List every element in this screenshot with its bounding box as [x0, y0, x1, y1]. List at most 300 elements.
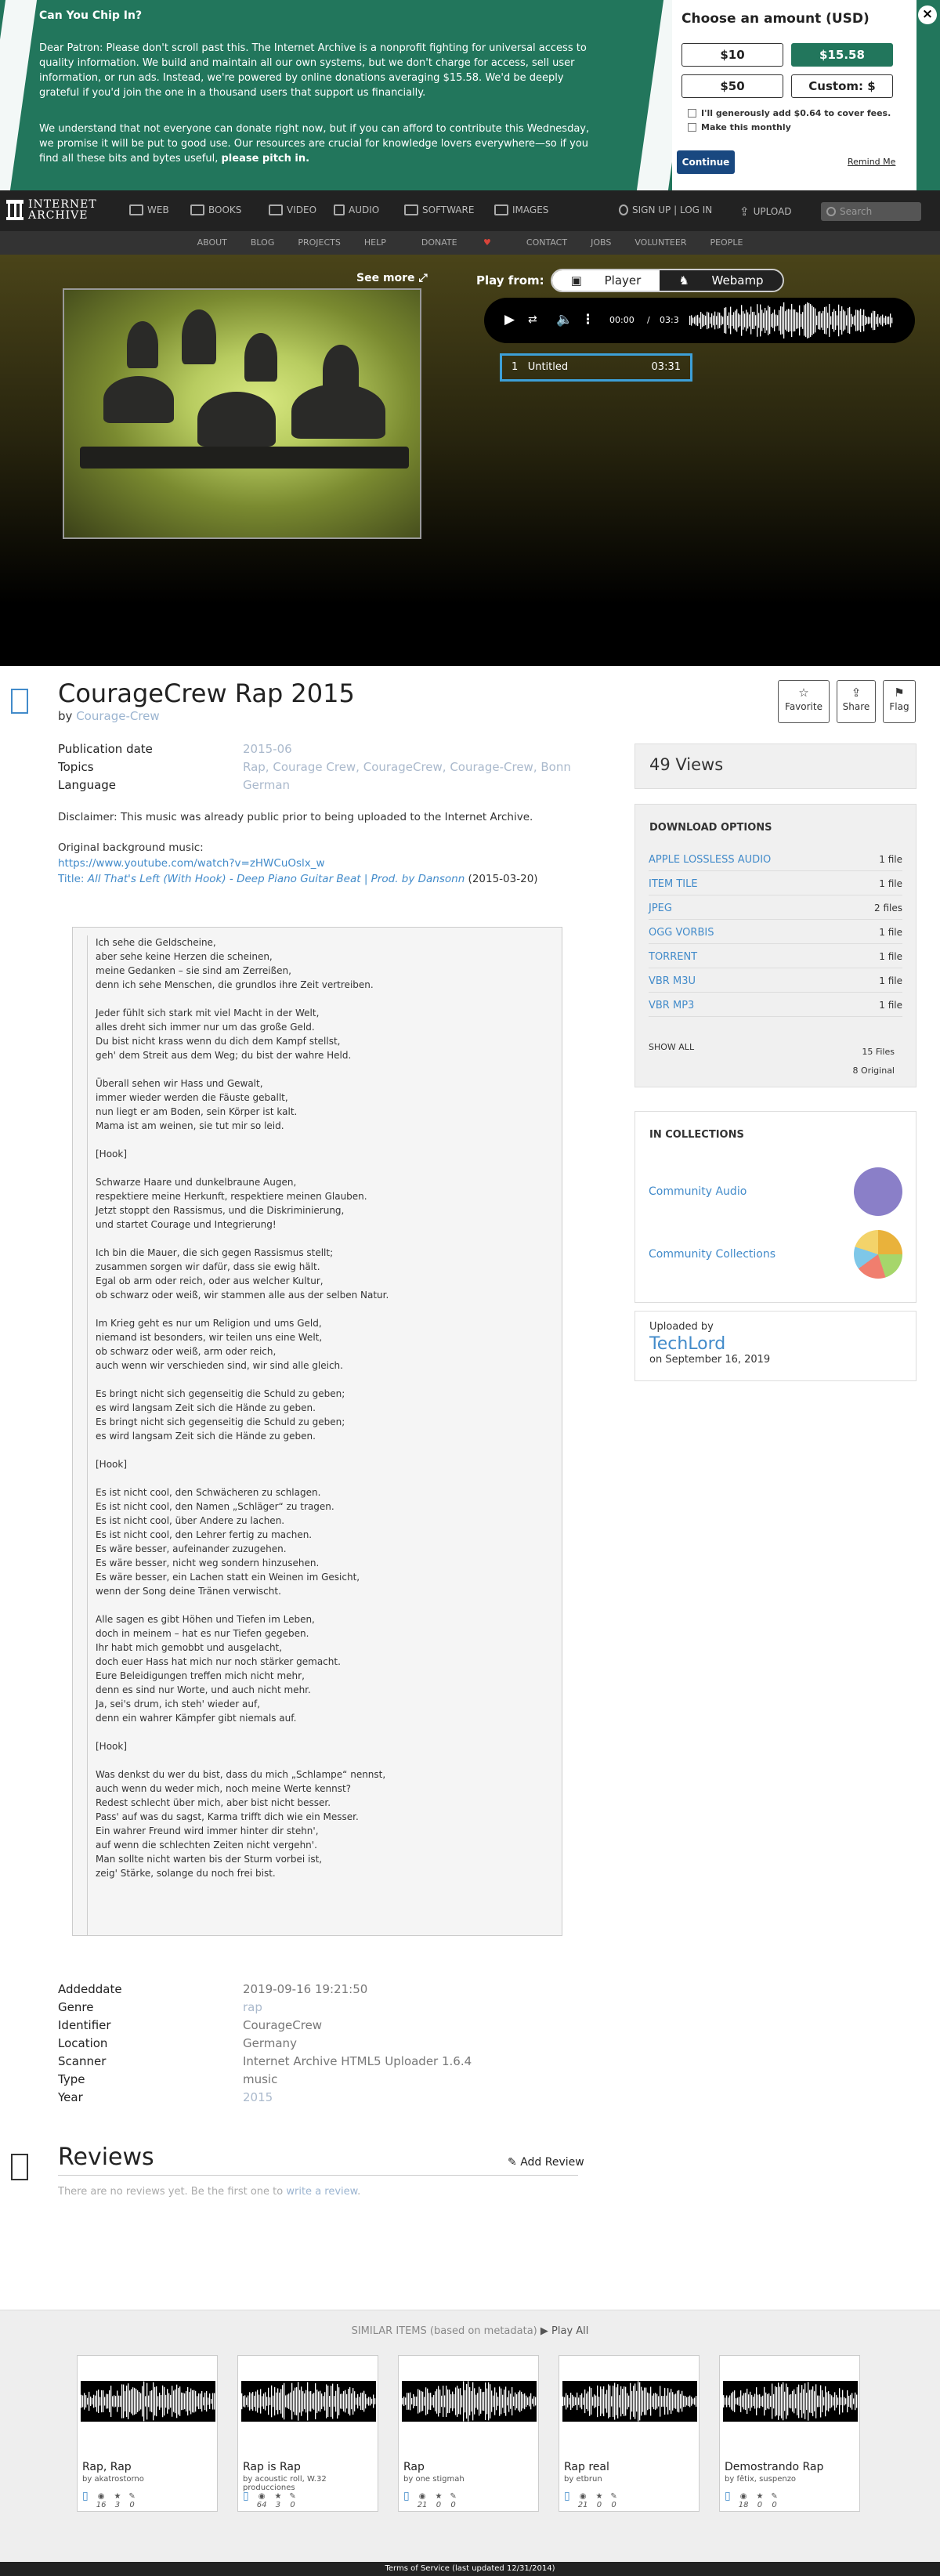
- uploader-link[interactable]: TechLord: [649, 1334, 726, 1354]
- waveform-bar: [835, 311, 836, 330]
- internet-archive-logo[interactable]: [6, 199, 97, 221]
- waveform-bar: [746, 309, 747, 331]
- waveform-bar: [131, 2389, 132, 2413]
- see-more-link[interactable]: [356, 272, 428, 284]
- cover-fees-checkbox[interactable]: [688, 108, 891, 118]
- item-description: [58, 809, 559, 887]
- waveform-bar: [815, 2384, 816, 2418]
- waveform-bar: [887, 317, 888, 324]
- waveform-bar: [153, 2382, 154, 2421]
- waveform-bar: [288, 2393, 289, 2409]
- waveform-bar: [499, 2386, 500, 2415]
- waveform-bar: [121, 2384, 122, 2418]
- download-row[interactable]: [649, 903, 902, 920]
- cover-image[interactable]: [63, 288, 421, 539]
- waveform-bar: [751, 2395, 752, 2408]
- waveform-bar: [491, 2390, 492, 2411]
- waveform-bar: [428, 2393, 429, 2409]
- waveform-bar: [562, 2397, 563, 2406]
- nav-images[interactable]: [494, 204, 548, 215]
- waveform-bar: [830, 317, 831, 325]
- waveform-bar: [323, 2396, 324, 2406]
- subnav-help[interactable]: HELP: [363, 237, 386, 248]
- waveform-bar: [702, 313, 703, 327]
- waveform-bar: [315, 2383, 316, 2419]
- waveform-thumbnail: [562, 2381, 697, 2422]
- waveform-bar: [750, 306, 751, 334]
- books-icon: [190, 204, 204, 215]
- waveform-bar: [455, 2387, 456, 2415]
- waveform-bar: [790, 2394, 791, 2408]
- similar-item-title: Rap: [403, 2461, 425, 2473]
- waveform-bar: [532, 2399, 533, 2404]
- waveform-bar: [631, 2391, 632, 2411]
- waveform-bar: [851, 2393, 852, 2409]
- waveform-bar: [666, 2396, 667, 2408]
- waveform-bar: [282, 2385, 283, 2418]
- favorite-count: 3: [275, 2501, 281, 2509]
- nav-web[interactable]: [129, 204, 169, 215]
- favorites-icon: ★: [274, 2492, 282, 2501]
- waveform-bar: [522, 2394, 523, 2408]
- waveform-bar: [829, 304, 830, 337]
- waveform-bar: [572, 2395, 573, 2408]
- view-count: 64: [256, 2501, 267, 2509]
- cover-fees-label: I'll generously add $0.64 to cover fees.: [701, 108, 891, 118]
- waveform-bar: [825, 2386, 826, 2416]
- metadata-row: [58, 2000, 262, 2014]
- collection-item[interactable]: [649, 1167, 902, 1216]
- waveform-bar: [145, 2396, 146, 2406]
- waveform-bar: [800, 2393, 801, 2410]
- waveform-bar: [87, 2398, 88, 2405]
- waveform-bar: [211, 2399, 212, 2404]
- waveform-bar: [510, 2393, 511, 2408]
- waveform-bar: [821, 313, 822, 328]
- download-row[interactable]: [649, 975, 902, 993]
- waveform-bar: [335, 2391, 336, 2412]
- waveform-bar: [249, 2392, 250, 2410]
- waveform-bar: [805, 304, 806, 337]
- waveform-bar: [433, 2395, 434, 2408]
- waveform-bar: [647, 2393, 648, 2411]
- waveform-bar: [312, 2394, 313, 2409]
- similar-item-card[interactable]: [559, 2355, 700, 2512]
- waveform-bar: [482, 2392, 483, 2411]
- download-format-link[interactable]: VBR M3U: [649, 975, 696, 987]
- top-navigation: [0, 190, 940, 231]
- waveform-bar: [290, 2393, 291, 2411]
- reviews-icon: ✎: [450, 2492, 457, 2501]
- collection-link[interactable]: Community Audio: [649, 1185, 747, 1198]
- similar-item-card[interactable]: [719, 2355, 860, 2512]
- waveform-bar: [486, 2389, 487, 2415]
- waveform-bar: [809, 2390, 810, 2413]
- waveform-bar: [157, 2396, 158, 2406]
- similar-item-title: Rap real: [564, 2461, 609, 2473]
- waveform-bar: [165, 2395, 166, 2408]
- music-note-icon: ▣: [570, 273, 582, 288]
- similar-item-card[interactable]: [237, 2355, 378, 2512]
- files-total: 15 Files: [862, 1047, 895, 1057]
- similar-item-stats: [403, 2492, 535, 2509]
- subnav-people[interactable]: PEOPLE: [710, 237, 743, 248]
- review-count: 0: [129, 2501, 135, 2509]
- play-from-selector: [476, 269, 784, 292]
- download-row[interactable]: [649, 951, 902, 968]
- waveform-bar: [360, 2393, 361, 2410]
- similar-item-creator: by one stigmah: [403, 2475, 465, 2484]
- repeat-icon[interactable]: ⇄: [528, 313, 537, 326]
- waveform-bar: [614, 2382, 615, 2419]
- web-icon: [129, 204, 143, 215]
- similar-item-creator: by fêtix, suspenzo: [725, 2475, 797, 2484]
- metadata-value: CourageCrew: [243, 2018, 323, 2032]
- write-review-link[interactable]: write a review: [286, 2186, 358, 2198]
- metadata-row: [58, 2072, 277, 2086]
- waveform-bar: [650, 2387, 651, 2416]
- menu-dots-icon[interactable]: ⋮: [581, 312, 595, 327]
- subnav-contact[interactable]: CONTACT: [526, 237, 568, 248]
- waveform-bar: [806, 2393, 807, 2410]
- waveform-bar: [803, 2389, 804, 2413]
- waveform-bar: [413, 2394, 414, 2408]
- metadata-value: Internet Archive HTML5 Uploader 1.6.4: [243, 2054, 472, 2068]
- waveform-bar: [727, 316, 728, 325]
- add-review-button[interactable]: [508, 2156, 584, 2169]
- lyrics-stanza: Ich bin die Mauer, die sich gegen Rassismus stellt; zusammen sorgen wir dafür, dass sie ewig hält. Egal ob arm oder reich, oder aus welcher Kultur, ob schwarz oder weiß, wir stammen alle aus der selben Natur.: [96, 1247, 389, 1301]
- waveform-bar: [658, 2396, 659, 2406]
- play-icon[interactable]: ▶: [504, 312, 515, 327]
- views-icon: ◉: [418, 2492, 426, 2501]
- waveform-bar: [655, 2393, 656, 2410]
- subnav-donate[interactable]: [398, 231, 515, 255]
- nav-video[interactable]: [269, 204, 316, 215]
- waveform-bar: [209, 2393, 210, 2409]
- waveform-thumbnail: [241, 2381, 376, 2422]
- subnav-projects[interactable]: PROJECTS: [298, 237, 341, 248]
- waveform-bar: [700, 312, 701, 329]
- waveform-bar: [722, 317, 723, 324]
- metadata-row: [58, 778, 290, 792]
- sub-navigation: [0, 231, 940, 255]
- community-audio-icon: [854, 1167, 902, 1216]
- waveform-bar: [508, 2390, 509, 2411]
- waveform-bar: [874, 311, 875, 330]
- flag-button[interactable]: [883, 680, 916, 723]
- nav-label: AUDIO: [349, 204, 380, 215]
- waveform-bar: [340, 2394, 341, 2409]
- youtube-link[interactable]: https://www.youtube.com/watch?v=zHWCuOslx_w: [58, 857, 325, 870]
- waveform-bar: [678, 2390, 679, 2412]
- share-button[interactable]: [837, 680, 876, 723]
- waveform-bar: [634, 2383, 635, 2419]
- waveform-bar: [652, 2396, 653, 2408]
- waveform-bar: [753, 2397, 754, 2406]
- waveform-bar: [839, 2388, 840, 2415]
- waveform-bar: [644, 2388, 645, 2415]
- download-row[interactable]: [649, 878, 902, 895]
- share-label: Share: [842, 701, 870, 712]
- images-icon: [494, 204, 508, 215]
- waveform-bar: [349, 2387, 350, 2415]
- waveform-bar: [772, 313, 773, 328]
- waveform-bar: [190, 2389, 191, 2415]
- creator-link[interactable]: Courage-Crew: [76, 709, 160, 723]
- waveform-bar: [705, 316, 706, 325]
- download-format-link[interactable]: OGG VORBIS: [649, 927, 714, 939]
- waveform-bar: [269, 2397, 270, 2405]
- track-title: Untitled: [527, 361, 569, 373]
- download-format-link[interactable]: APPLE LOSSLESS AUDIO: [649, 854, 772, 866]
- waveform-bar: [597, 2386, 598, 2417]
- player-toggle: [551, 269, 784, 292]
- waveform-bar: [472, 2382, 473, 2421]
- remind-me-link[interactable]: Remind Me: [848, 157, 896, 167]
- waveform-bar: [868, 317, 869, 324]
- waveform-bar: [758, 313, 759, 327]
- play-all-link[interactable]: [540, 2325, 589, 2337]
- signup-login-link[interactable]: [619, 204, 712, 215]
- waveform-bar: [802, 312, 803, 329]
- similar-item-title: Demostrando Rap: [725, 2461, 824, 2473]
- waveform-bar: [170, 2395, 171, 2408]
- waveform-bar: [730, 307, 731, 335]
- waveform-bar: [435, 2391, 436, 2411]
- waveform-bar: [447, 2390, 448, 2413]
- playlist-track[interactable]: [500, 353, 692, 382]
- waveform-bar: [362, 2393, 363, 2410]
- waveform-bar: [181, 2393, 182, 2410]
- waveform-bar: [832, 312, 833, 329]
- download-format-link[interactable]: TORRENT: [649, 951, 698, 963]
- waveform-bar: [424, 2397, 425, 2405]
- waveform-bar: [346, 2394, 347, 2408]
- waveform-bar: [427, 2389, 428, 2415]
- waveform-bar: [784, 2392, 785, 2411]
- waveform-bar: [129, 2390, 130, 2412]
- waveform-bar: [148, 2396, 149, 2408]
- audio-type-icon: ▯: [82, 2490, 89, 2502]
- waveform-bar: [749, 314, 750, 326]
- waveform-bar: [769, 307, 770, 334]
- genre-link[interactable]: rap: [243, 2000, 262, 2014]
- waveform-bar: [422, 2392, 423, 2411]
- waveform-bar: [277, 2388, 278, 2414]
- review-count: 0: [290, 2501, 295, 2509]
- waveform-bar: [137, 2390, 138, 2412]
- waveform-bar: [201, 2391, 202, 2411]
- audio-type-icon: ▯: [403, 2490, 410, 2502]
- download-row[interactable]: [649, 854, 902, 871]
- waveform-bar: [642, 2390, 643, 2411]
- waveform-bar: [609, 2386, 610, 2417]
- original-date: (2015-03-20): [465, 873, 538, 885]
- waveform-bar: [743, 2393, 744, 2410]
- waveform-bar: [776, 2387, 777, 2415]
- nav-audio[interactable]: [334, 204, 379, 215]
- waveform-bar: [876, 317, 877, 324]
- waveform-bar: [436, 2389, 437, 2413]
- player-tab[interactable]: [552, 270, 660, 291]
- waveform-bar: [146, 2383, 147, 2420]
- waveform-bar: [564, 2397, 565, 2406]
- waveform-bar: [168, 2393, 169, 2410]
- waveform-bar: [176, 2385, 177, 2419]
- waveform-bar: [363, 2391, 364, 2412]
- subnav-volunteer[interactable]: VOLUNTEER: [634, 237, 687, 248]
- metadata-key: Location: [58, 2036, 108, 2050]
- waveform-bar: [101, 2390, 102, 2412]
- uploaded-by-label: Uploaded by: [649, 1321, 714, 1333]
- waveform-bar: [359, 2397, 360, 2405]
- continue-button[interactable]: Continue: [677, 150, 735, 174]
- waveform-bar: [184, 2393, 185, 2409]
- subnav-about[interactable]: ABOUT: [197, 237, 227, 248]
- waveform-bar: [337, 2384, 338, 2419]
- amount-15-58-button[interactable]: $15.58: [791, 43, 893, 67]
- similar-item-card[interactable]: [77, 2355, 218, 2512]
- nav-label: VIDEO: [287, 204, 317, 215]
- waveform-bar: [694, 317, 695, 324]
- lyrics-stanza: Ich sehe die Geldscheine, aber sehe keine Herzen die scheinen, meine Gedanken – sie sind am Zerreißen, denn ich sehe Menschen, die grundlos ihre Zeit vertreiben.: [96, 937, 374, 990]
- amount-50-button[interactable]: $50: [682, 74, 783, 98]
- language-link[interactable]: German: [243, 778, 291, 792]
- waveform-bar: [198, 2393, 199, 2409]
- collection-link[interactable]: Community Collections: [649, 1248, 776, 1261]
- download-format-link[interactable]: JPEG: [649, 903, 672, 914]
- waveform-thumbnail: [402, 2381, 537, 2422]
- upload-link[interactable]: [739, 204, 792, 219]
- original-title-link[interactable]: [58, 873, 465, 885]
- terms-of-service-footer[interactable]: Terms of Service (last updated 12/31/2014): [0, 2562, 940, 2576]
- download-row[interactable]: [649, 927, 902, 944]
- waveform-bar: [628, 2396, 629, 2408]
- waveform-bar: [474, 2388, 475, 2414]
- waveform-bar: [819, 311, 820, 329]
- waveform-bar: [301, 2386, 302, 2415]
- waveform-bar: [110, 2386, 111, 2417]
- waveform-bar: [798, 2385, 799, 2419]
- subnav-jobs[interactable]: JOBS: [591, 237, 612, 248]
- waveform-bar: [505, 2386, 506, 2415]
- lyrics-content: [87, 935, 562, 1935]
- waveform-bar: [243, 2396, 244, 2407]
- flag-label: Flag: [889, 701, 909, 712]
- waveform-bar: [799, 306, 800, 336]
- waveform-bar: [606, 2390, 607, 2412]
- favorite-button[interactable]: [778, 680, 830, 723]
- metadata-value: music: [243, 2072, 278, 2086]
- waveform-bar: [592, 2397, 593, 2405]
- webamp-tab[interactable]: [660, 270, 782, 291]
- waveform-bar: [354, 2391, 355, 2411]
- waveform-bar: [757, 2395, 758, 2408]
- waveform-bar: [871, 313, 872, 328]
- waveform-bar: [877, 314, 878, 327]
- waveform-bar: [608, 2384, 609, 2418]
- close-banner-button[interactable]: ×: [918, 5, 937, 24]
- waveform-bar: [280, 2389, 281, 2413]
- show-all-link[interactable]: SHOW ALL: [649, 1042, 695, 1052]
- waveform-bar: [850, 2395, 851, 2408]
- waveform-bar: [271, 2386, 272, 2418]
- collection-item[interactable]: [649, 1230, 902, 1279]
- archive-temple-icon: [6, 200, 24, 220]
- volume-icon[interactable]: 🔈: [556, 312, 573, 327]
- play-from-label: Play from:: [476, 273, 544, 288]
- item-title: CourageCrew Rap 2015: [58, 678, 355, 708]
- year-link[interactable]: 2015: [243, 2090, 273, 2104]
- search-input[interactable]: Search: [821, 202, 921, 221]
- waveform-bar: [402, 2398, 403, 2404]
- waveform-bar: [258, 2395, 259, 2408]
- heart-icon: ♥: [483, 237, 491, 248]
- waveform-bar: [822, 311, 823, 330]
- nav-books[interactable]: [190, 204, 241, 215]
- waveform-bar: [860, 309, 861, 332]
- waveform-bar: [589, 2386, 590, 2415]
- llama-icon: ♞: [678, 273, 689, 288]
- waveform-bar: [475, 2395, 476, 2408]
- waveform-bar: [513, 2397, 514, 2406]
- similar-item-creator: by acoustic roll, W.32 producciones: [243, 2475, 327, 2492]
- monthly-checkbox[interactable]: [688, 122, 791, 132]
- waveform-bar: [403, 2397, 404, 2406]
- waveform-bar: [120, 2396, 121, 2407]
- waveform-bar: [90, 2397, 91, 2406]
- waveform-bar: [321, 2393, 322, 2409]
- waveform-bar: [636, 2391, 637, 2411]
- nav-label: BOOKS: [208, 204, 242, 215]
- waveform-bar: [760, 305, 761, 337]
- download-format-link[interactable]: ITEM TILE: [649, 878, 698, 890]
- waveform-bar: [827, 313, 828, 328]
- waveform-bar: [888, 317, 889, 324]
- waveform-bar: [118, 2396, 119, 2408]
- waveform-bar: [296, 2387, 297, 2415]
- similar-item-card[interactable]: [398, 2355, 539, 2512]
- download-row[interactable]: [649, 1000, 902, 1017]
- waveform-bar: [734, 2390, 735, 2412]
- waveform-bar: [639, 2382, 640, 2421]
- waveform-bar: [132, 2387, 133, 2415]
- amount-10-button[interactable]: $10: [682, 43, 783, 67]
- custom-amount-input[interactable]: Custom: $: [791, 74, 893, 98]
- waveform-bar: [516, 2394, 517, 2408]
- waveform-bar: [126, 2386, 127, 2417]
- current-time: 00:00: [609, 315, 634, 325]
- nav-software[interactable]: [404, 204, 474, 215]
- waveform-bar: [419, 2390, 420, 2413]
- publication-date-link[interactable]: 2015-06: [243, 742, 292, 756]
- star-icon: ☆: [798, 686, 809, 700]
- waveform-bar: [708, 313, 709, 328]
- subnav-blog[interactable]: BLOG: [250, 237, 275, 248]
- waveform-scrubber[interactable]: [689, 302, 893, 339]
- waveform-bar: [844, 311, 845, 329]
- metadata-row: [58, 1982, 367, 1996]
- waveform-bar: [843, 309, 844, 331]
- waveform-bar: [266, 2397, 267, 2405]
- waveform-bar: [795, 2394, 796, 2408]
- waveform-bar: [408, 2393, 409, 2409]
- waveform-bar: [726, 2395, 727, 2407]
- download-format-link[interactable]: VBR MP3: [649, 1000, 695, 1011]
- waveform-bar: [842, 2390, 843, 2413]
- topics-links[interactable]: Rap, Courage Crew, CourageCrew, Courage-Crew, Bonn: [243, 760, 571, 774]
- views-icon: ◉: [579, 2492, 587, 2501]
